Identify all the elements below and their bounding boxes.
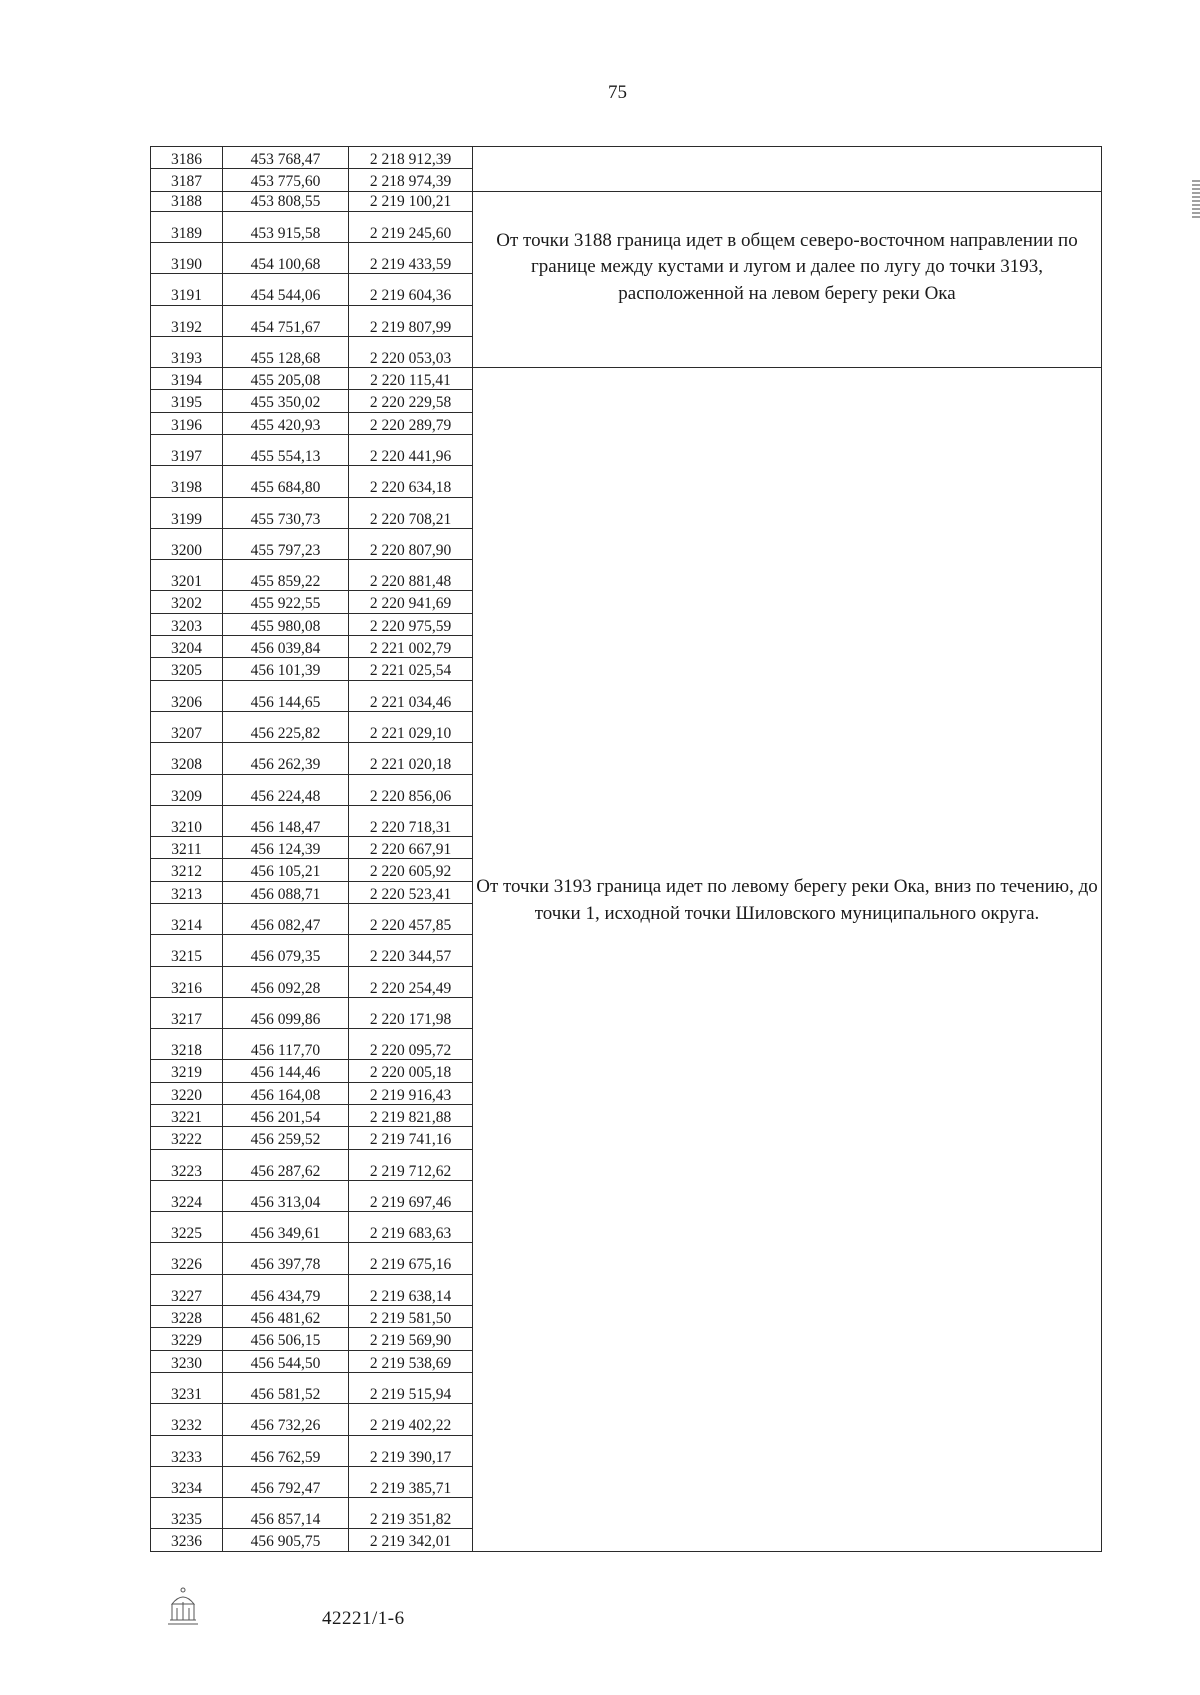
point-number-cell: 3215 xyxy=(151,935,223,966)
point-number-cell: 3199 xyxy=(151,497,223,528)
point-number-cell: 3191 xyxy=(151,274,223,305)
x-coordinate-cell: 456 124,39 xyxy=(223,837,349,859)
y-coordinate-cell: 2 219 916,43 xyxy=(349,1082,473,1104)
x-coordinate-cell: 456 101,39 xyxy=(223,658,349,680)
x-coordinate-cell: 454 751,67 xyxy=(223,305,349,336)
boundary-description-cell xyxy=(473,147,1102,192)
y-coordinate-cell: 2 220 667,91 xyxy=(349,837,473,859)
y-coordinate-cell: 2 220 053,03 xyxy=(349,336,473,367)
x-coordinate-cell: 456 544,50 xyxy=(223,1350,349,1372)
y-coordinate-cell: 2 220 523,41 xyxy=(349,881,473,903)
x-coordinate-cell: 456 164,08 xyxy=(223,1082,349,1104)
x-coordinate-cell: 455 128,68 xyxy=(223,336,349,367)
y-coordinate-cell: 2 218 912,39 xyxy=(349,147,473,169)
x-coordinate-cell: 453 915,58 xyxy=(223,211,349,242)
point-number-cell: 3226 xyxy=(151,1243,223,1274)
point-number-cell: 3222 xyxy=(151,1127,223,1149)
y-coordinate-cell: 2 221 020,18 xyxy=(349,743,473,774)
x-coordinate-cell: 456 144,65 xyxy=(223,680,349,711)
y-coordinate-cell: 2 220 095,72 xyxy=(349,1029,473,1060)
x-coordinate-cell: 456 144,46 xyxy=(223,1060,349,1082)
x-coordinate-cell: 456 506,15 xyxy=(223,1328,349,1350)
x-coordinate-cell: 456 092,28 xyxy=(223,966,349,997)
y-coordinate-cell: 2 220 807,90 xyxy=(349,528,473,559)
point-number-cell: 3224 xyxy=(151,1180,223,1211)
y-coordinate-cell: 2 219 697,46 xyxy=(349,1180,473,1211)
page-number: 75 xyxy=(608,82,627,103)
x-coordinate-cell: 456 088,71 xyxy=(223,881,349,903)
point-number-cell: 3231 xyxy=(151,1372,223,1403)
point-number-cell: 3227 xyxy=(151,1274,223,1305)
x-coordinate-cell: 454 544,06 xyxy=(223,274,349,305)
y-coordinate-cell: 2 219 433,59 xyxy=(349,243,473,274)
boundary-description-text: От точки 3188 граница идет в общем северо-восточном направлении по границе между кустами и лугом и далее по лугу до точки 3193, расположенной на левом берегу реки Ока xyxy=(496,229,1078,304)
x-coordinate-cell: 456 079,35 xyxy=(223,935,349,966)
x-coordinate-cell: 456 117,70 xyxy=(223,1029,349,1060)
x-coordinate-cell: 456 905,75 xyxy=(223,1529,349,1551)
point-number-cell: 3204 xyxy=(151,636,223,658)
x-coordinate-cell: 455 980,08 xyxy=(223,613,349,635)
point-number-cell: 3214 xyxy=(151,904,223,935)
y-coordinate-cell: 2 218 974,39 xyxy=(349,169,473,191)
point-number-cell: 3225 xyxy=(151,1212,223,1243)
x-coordinate-cell: 454 100,68 xyxy=(223,243,349,274)
y-coordinate-cell: 2 220 171,98 xyxy=(349,997,473,1028)
x-coordinate-cell: 456 349,61 xyxy=(223,1212,349,1243)
x-coordinate-cell: 456 201,54 xyxy=(223,1105,349,1127)
y-coordinate-cell: 2 220 941,69 xyxy=(349,591,473,613)
x-coordinate-cell: 456 434,79 xyxy=(223,1274,349,1305)
x-coordinate-cell: 456 762,59 xyxy=(223,1435,349,1466)
point-number-cell: 3189 xyxy=(151,211,223,242)
boundary-description-cell xyxy=(473,368,1102,1552)
x-coordinate-cell: 456 259,52 xyxy=(223,1127,349,1149)
point-number-cell: 3187 xyxy=(151,169,223,191)
y-coordinate-cell: 2 219 675,16 xyxy=(349,1243,473,1274)
y-coordinate-cell: 2 221 002,79 xyxy=(349,636,473,658)
y-coordinate-cell: 2 219 638,14 xyxy=(349,1274,473,1305)
point-number-cell: 3229 xyxy=(151,1328,223,1350)
scan-edge-mark xyxy=(1192,180,1200,220)
x-coordinate-cell: 453 768,47 xyxy=(223,147,349,169)
emblem-icon xyxy=(160,1584,206,1630)
point-number-cell: 3193 xyxy=(151,336,223,367)
x-coordinate-cell: 456 225,82 xyxy=(223,711,349,742)
x-coordinate-cell: 455 205,08 xyxy=(223,368,349,390)
point-number-cell: 3234 xyxy=(151,1466,223,1497)
y-coordinate-cell: 2 219 581,50 xyxy=(349,1305,473,1327)
x-coordinate-cell: 456 732,26 xyxy=(223,1404,349,1435)
y-coordinate-cell: 2 219 712,62 xyxy=(349,1149,473,1180)
x-coordinate-cell: 455 797,23 xyxy=(223,528,349,559)
x-coordinate-cell: 455 554,13 xyxy=(223,435,349,466)
y-coordinate-cell: 2 219 569,90 xyxy=(349,1328,473,1350)
y-coordinate-cell: 2 219 515,94 xyxy=(349,1372,473,1403)
point-number-cell: 3230 xyxy=(151,1350,223,1372)
y-coordinate-cell: 2 221 025,54 xyxy=(349,658,473,680)
point-number-cell: 3194 xyxy=(151,368,223,390)
point-number-cell: 3233 xyxy=(151,1435,223,1466)
point-number-cell: 3213 xyxy=(151,881,223,903)
x-coordinate-cell: 456 581,52 xyxy=(223,1372,349,1403)
y-coordinate-cell: 2 220 289,79 xyxy=(349,412,473,434)
y-coordinate-cell: 2 220 254,49 xyxy=(349,966,473,997)
x-coordinate-cell: 456 105,21 xyxy=(223,859,349,881)
x-coordinate-cell: 455 859,22 xyxy=(223,560,349,591)
y-coordinate-cell: 2 219 538,69 xyxy=(349,1350,473,1372)
point-number-cell: 3190 xyxy=(151,243,223,274)
x-coordinate-cell: 455 420,93 xyxy=(223,412,349,434)
point-number-cell: 3195 xyxy=(151,390,223,412)
table-row xyxy=(151,147,1102,169)
y-coordinate-cell: 2 219 604,36 xyxy=(349,274,473,305)
point-number-cell: 3205 xyxy=(151,658,223,680)
y-coordinate-cell: 2 220 441,96 xyxy=(349,435,473,466)
x-coordinate-cell: 455 730,73 xyxy=(223,497,349,528)
coordinates-table-wrapper xyxy=(150,146,1102,1551)
point-number-cell: 3220 xyxy=(151,1082,223,1104)
y-coordinate-cell: 2 219 821,88 xyxy=(349,1105,473,1127)
boundary-description-cell xyxy=(473,191,1102,367)
x-coordinate-cell: 455 350,02 xyxy=(223,390,349,412)
point-number-cell: 3209 xyxy=(151,774,223,805)
point-number-cell: 3236 xyxy=(151,1529,223,1551)
point-number-cell: 3210 xyxy=(151,805,223,836)
point-number-cell: 3219 xyxy=(151,1060,223,1082)
point-number-cell: 3235 xyxy=(151,1498,223,1529)
x-coordinate-cell: 456 039,84 xyxy=(223,636,349,658)
x-coordinate-cell: 456 481,62 xyxy=(223,1305,349,1327)
point-number-cell: 3212 xyxy=(151,859,223,881)
y-coordinate-cell: 2 221 034,46 xyxy=(349,680,473,711)
point-number-cell: 3232 xyxy=(151,1404,223,1435)
x-coordinate-cell: 455 684,80 xyxy=(223,466,349,497)
point-number-cell: 3211 xyxy=(151,837,223,859)
point-number-cell: 3221 xyxy=(151,1105,223,1127)
y-coordinate-cell: 2 220 605,92 xyxy=(349,859,473,881)
y-coordinate-cell: 2 219 100,21 xyxy=(349,191,473,211)
point-number-cell: 3202 xyxy=(151,591,223,613)
x-coordinate-cell: 456 082,47 xyxy=(223,904,349,935)
x-coordinate-cell: 453 808,55 xyxy=(223,191,349,211)
point-number-cell: 3201 xyxy=(151,560,223,591)
point-number-cell: 3200 xyxy=(151,528,223,559)
x-coordinate-cell: 455 922,55 xyxy=(223,591,349,613)
y-coordinate-cell: 2 220 708,21 xyxy=(349,497,473,528)
y-coordinate-cell: 2 221 029,10 xyxy=(349,711,473,742)
x-coordinate-cell: 456 224,48 xyxy=(223,774,349,805)
point-number-cell: 3217 xyxy=(151,997,223,1028)
y-coordinate-cell: 2 219 351,82 xyxy=(349,1498,473,1529)
y-coordinate-cell: 2 219 390,17 xyxy=(349,1435,473,1466)
y-coordinate-cell: 2 220 634,18 xyxy=(349,466,473,497)
point-number-cell: 3223 xyxy=(151,1149,223,1180)
point-number-cell: 3186 xyxy=(151,147,223,169)
y-coordinate-cell: 2 219 245,60 xyxy=(349,211,473,242)
point-number-cell: 3218 xyxy=(151,1029,223,1060)
x-coordinate-cell: 456 857,14 xyxy=(223,1498,349,1529)
table-row xyxy=(151,368,1102,390)
point-number-cell: 3192 xyxy=(151,305,223,336)
boundary-description-text: От точки 3193 граница идет по левому берегу реки Ока, вниз по течению, до точки 1, исходной точки Шиловского муниципального округа. xyxy=(476,876,1098,924)
x-coordinate-cell: 456 099,86 xyxy=(223,997,349,1028)
x-coordinate-cell: 456 792,47 xyxy=(223,1466,349,1497)
point-number-cell: 3198 xyxy=(151,466,223,497)
x-coordinate-cell: 456 397,78 xyxy=(223,1243,349,1274)
point-number-cell: 3208 xyxy=(151,743,223,774)
y-coordinate-cell: 2 220 005,18 xyxy=(349,1060,473,1082)
point-number-cell: 3207 xyxy=(151,711,223,742)
point-number-cell: 3206 xyxy=(151,680,223,711)
coordinates-table xyxy=(150,146,1102,1552)
x-coordinate-cell: 456 313,04 xyxy=(223,1180,349,1211)
table-row xyxy=(151,191,1102,211)
point-number-cell: 3216 xyxy=(151,966,223,997)
y-coordinate-cell: 2 220 975,59 xyxy=(349,613,473,635)
y-coordinate-cell: 2 219 385,71 xyxy=(349,1466,473,1497)
y-coordinate-cell: 2 219 807,99 xyxy=(349,305,473,336)
y-coordinate-cell: 2 220 457,85 xyxy=(349,904,473,935)
y-coordinate-cell: 2 220 881,48 xyxy=(349,560,473,591)
x-coordinate-cell: 456 262,39 xyxy=(223,743,349,774)
point-number-cell: 3197 xyxy=(151,435,223,466)
y-coordinate-cell: 2 220 229,58 xyxy=(349,390,473,412)
x-coordinate-cell: 456 287,62 xyxy=(223,1149,349,1180)
y-coordinate-cell: 2 219 402,22 xyxy=(349,1404,473,1435)
y-coordinate-cell: 2 220 856,06 xyxy=(349,774,473,805)
point-number-cell: 3203 xyxy=(151,613,223,635)
x-coordinate-cell: 456 148,47 xyxy=(223,805,349,836)
y-coordinate-cell: 2 220 115,41 xyxy=(349,368,473,390)
y-coordinate-cell: 2 220 344,57 xyxy=(349,935,473,966)
x-coordinate-cell: 453 775,60 xyxy=(223,169,349,191)
y-coordinate-cell: 2 219 683,63 xyxy=(349,1212,473,1243)
y-coordinate-cell: 2 219 741,16 xyxy=(349,1127,473,1149)
point-number-cell: 3196 xyxy=(151,412,223,434)
point-number-cell: 3188 xyxy=(151,191,223,211)
document-code: 42221/1-6 xyxy=(322,1608,405,1629)
y-coordinate-cell: 2 220 718,31 xyxy=(349,805,473,836)
point-number-cell: 3228 xyxy=(151,1305,223,1327)
y-coordinate-cell: 2 219 342,01 xyxy=(349,1529,473,1551)
